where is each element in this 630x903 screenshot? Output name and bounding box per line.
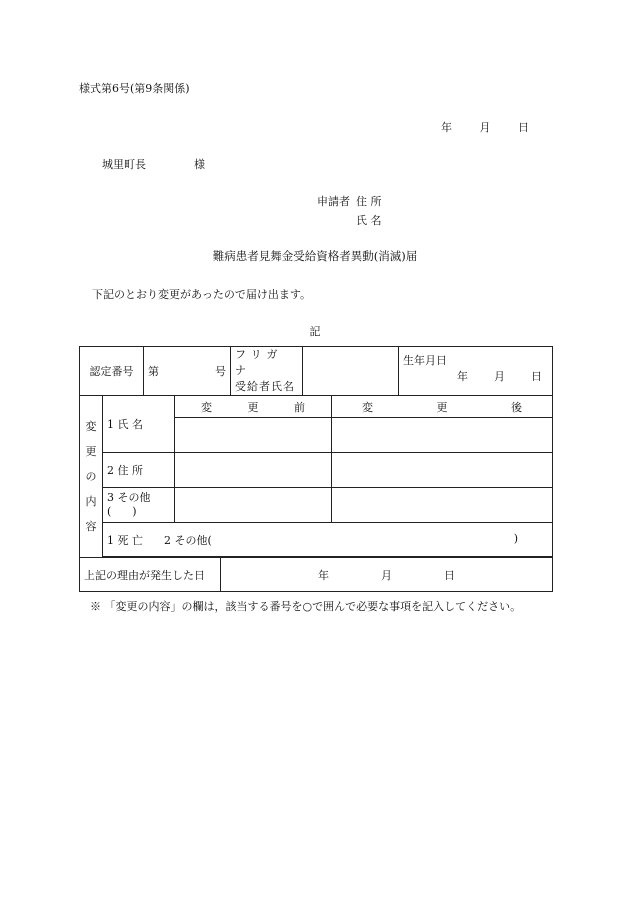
applicant-name-label: 氏 名 xyxy=(356,214,382,227)
notification-form-table xyxy=(79,346,553,592)
change-char-2: 更 xyxy=(85,445,97,458)
cert-number-label: 認定番号 xyxy=(80,347,144,396)
item2-label: 2 住 所 xyxy=(103,453,175,488)
before-char-3: 前 xyxy=(294,400,305,414)
before-char-1: 変 xyxy=(201,400,212,414)
table-row-item3 xyxy=(80,488,553,523)
intro-text: 下記のとおり変更があったので届け出ます。 xyxy=(92,288,312,301)
birth-month-label: 月 xyxy=(494,370,506,383)
item1-label: 1 氏 名 xyxy=(103,396,175,453)
item3-label xyxy=(103,488,175,523)
go-label: 号 xyxy=(215,365,227,378)
item1-before-field[interactable] xyxy=(175,418,332,453)
item3-before-field[interactable] xyxy=(175,488,332,523)
before-header xyxy=(175,396,332,418)
recipient-name-label: 受給者氏名 xyxy=(235,380,296,393)
after-header xyxy=(332,396,553,418)
birthdate-label: 生年月日 xyxy=(403,354,448,367)
reason-date-field[interactable] xyxy=(221,558,553,592)
change-content-label xyxy=(80,396,103,558)
applicant-label: 申請者 xyxy=(317,195,350,208)
change-char-1: 変 xyxy=(85,420,97,433)
table-row-item2 xyxy=(80,453,553,488)
item3-text: 3 その他 xyxy=(107,491,151,504)
change-char-3: の xyxy=(85,470,97,483)
item1-after-field[interactable] xyxy=(332,418,553,453)
reason-month-label: 月 xyxy=(381,568,392,582)
date-year-label: 年 xyxy=(441,121,452,134)
table-row-header xyxy=(80,347,553,396)
addressee-honorific: 様 xyxy=(194,158,205,171)
table-row-change-headers xyxy=(80,396,553,418)
birthdate-field[interactable] xyxy=(399,347,553,396)
extinction-close-paren: ) xyxy=(513,531,519,545)
item3-paren: ( ) xyxy=(107,505,137,518)
extinction-field[interactable] xyxy=(103,523,553,557)
date-day-label: 日 xyxy=(518,121,529,134)
after-char-2: 更 xyxy=(436,400,448,414)
addressee-name: 城里町長 xyxy=(102,158,146,171)
table-row-extinction xyxy=(80,523,553,557)
after-char-1: 変 xyxy=(362,400,374,414)
form-id: 様式第6号(第9条関係) xyxy=(79,82,190,95)
date-header xyxy=(441,119,553,135)
change-char-5: 容 xyxy=(85,520,97,533)
table-row-reason-date xyxy=(80,558,553,592)
dai-label: 第 xyxy=(148,365,159,378)
before-char-2: 更 xyxy=(247,400,259,414)
document-title: 難病患者見舞金受給資格者異動(消滅)届 xyxy=(212,249,418,263)
change-char-4: 内 xyxy=(85,495,97,508)
item2-after-field[interactable] xyxy=(332,453,553,488)
birthdate-ymd xyxy=(403,369,548,385)
footnote: ※ 「変更の内容」の欄は，該当する番号を○で囲んで必要な事項を記入してください。 xyxy=(90,600,522,613)
furigana-name-label xyxy=(231,347,303,396)
applicant-address-label: 住 所 xyxy=(356,195,382,208)
recipient-name-field[interactable] xyxy=(303,347,399,396)
after-char-3: 後 xyxy=(511,400,523,414)
reason-day-label: 日 xyxy=(444,568,455,582)
item2-before-field[interactable] xyxy=(175,453,332,488)
date-month-label: 月 xyxy=(479,121,491,134)
cert-number-field[interactable] xyxy=(144,347,231,396)
item3-after-field[interactable] xyxy=(332,488,553,523)
ki-heading: 記 xyxy=(309,325,321,338)
reason-date-label: 上記の理由が発生した日 xyxy=(80,558,221,592)
extinction-text: 1 死 亡 2 その他( xyxy=(107,533,212,547)
addressee xyxy=(102,156,205,172)
reason-year-label: 年 xyxy=(318,568,329,582)
furigana-label: フリガナ xyxy=(235,348,283,377)
birth-day-label: 日 xyxy=(531,370,543,383)
birth-year-label: 年 xyxy=(457,370,469,383)
